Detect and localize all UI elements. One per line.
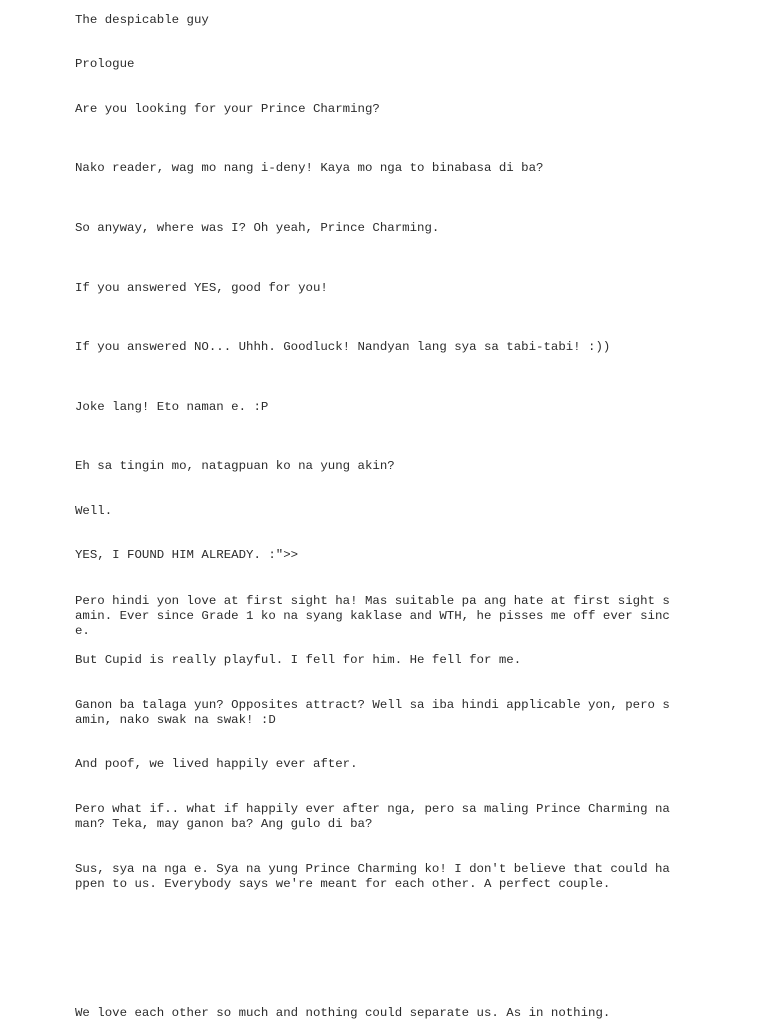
text-line: amin, nako swak na swak! :D [75, 713, 276, 727]
text-line: Sus, sya na nga e. Sya na yung Prince Charming ko! I don't believe that could ha [75, 862, 670, 876]
text-line: If you answered NO... Uhhh. Goodluck! Nandyan lang sya sa tabi-tabi! :)) [75, 340, 611, 354]
text-line: Joke lang! Eto naman e. :P [75, 400, 269, 414]
text-line: But Cupid is really playful. I fell for him. He fell for me. [75, 653, 522, 667]
text-line: YES, I FOUND HIM ALREADY. :">> [75, 548, 299, 562]
text-line: ppen to us. Everybody says we're meant for each other. A perfect couple. [75, 877, 611, 891]
text-line: Pero what if.. what if happily ever after nga, pero sa maling Prince Charming na [75, 802, 670, 816]
text-line: Eh sa tingin mo, natagpuan ko na yung akin? [75, 459, 395, 473]
text-line: Nako reader, wag mo nang i-deny! Kaya mo nga to binabasa di ba? [75, 161, 544, 175]
text-line: Are you looking for your Prince Charming? [75, 102, 380, 116]
document-title: The despicable guy [75, 13, 209, 27]
text-line: Well. [75, 504, 113, 518]
text-line: Prologue [75, 57, 135, 71]
text-line: amin. Ever since Grade 1 ko na syang kaklase and WTH, he pisses me off ever sinc [75, 609, 670, 623]
text-line: e. [75, 624, 90, 638]
text-line: man? Teka, may ganon ba? Ang gulo di ba? [75, 817, 373, 831]
text-line: Pero hindi yon love at first sight ha! Mas suitable pa ang hate at first sight s [75, 594, 670, 608]
text-line: And poof, we lived happily ever after. [75, 757, 358, 771]
text-line: If you answered YES, good for you! [75, 281, 328, 295]
text-line: Ganon ba talaga yun? Opposites attract? Well sa iba hindi applicable yon, pero s [75, 698, 670, 712]
text-line: We love each other so much and nothing could separate us. As in nothing. [75, 1006, 611, 1020]
text-line: So anyway, where was I? Oh yeah, Prince Charming. [75, 221, 440, 235]
